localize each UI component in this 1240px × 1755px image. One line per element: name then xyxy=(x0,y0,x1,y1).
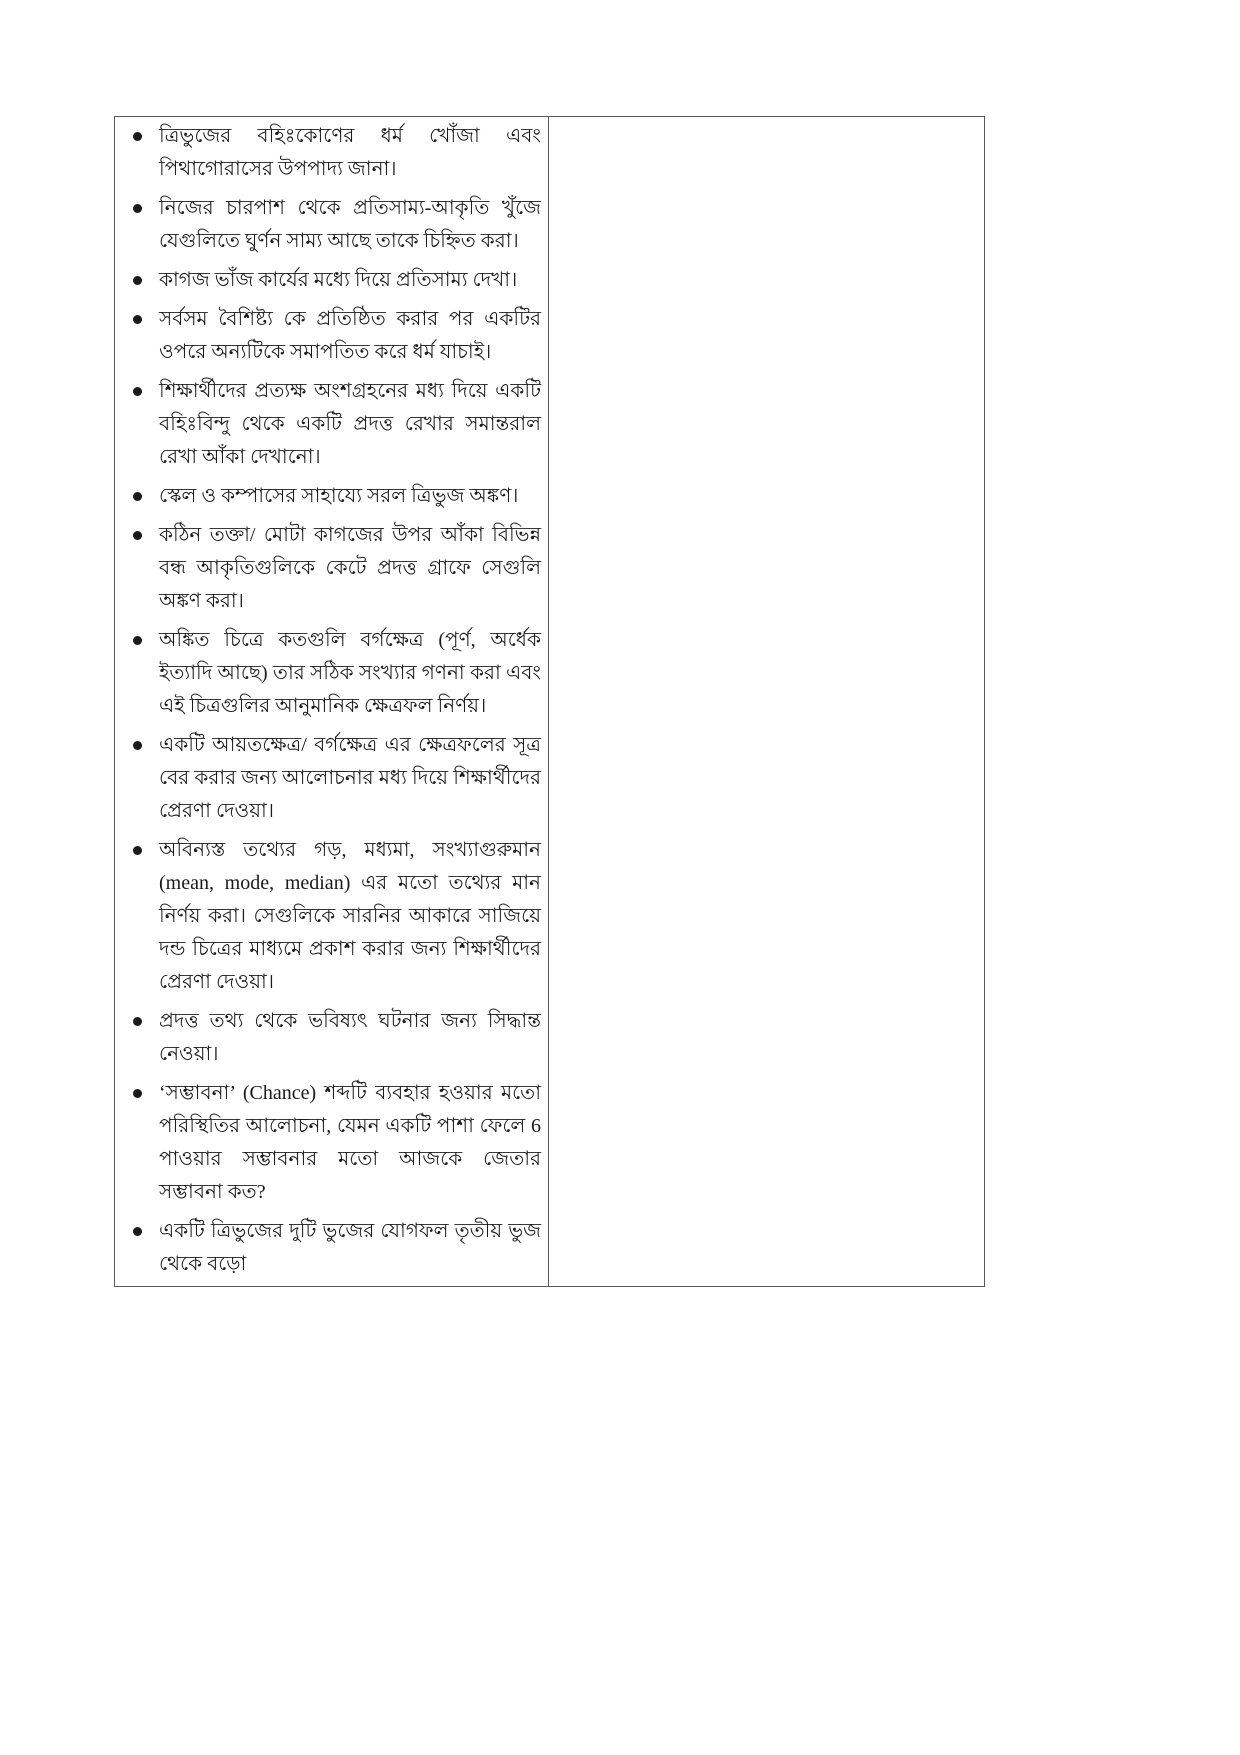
content-table xyxy=(114,116,985,1287)
bullet-icon xyxy=(133,1017,142,1026)
list-item xyxy=(129,1005,541,1071)
list-item xyxy=(129,1215,541,1281)
list-item xyxy=(129,729,541,828)
list-item-text: সর্বসম বৈশিষ্ট্য কে প্রতিষ্ঠিত করার পর একটির ওপরে অন্যটিকে সমাপতিত করে ধর্ম যাচাই। xyxy=(159,308,541,363)
list-item xyxy=(129,375,541,474)
bullet-icon xyxy=(133,276,142,285)
bullet-icon xyxy=(133,741,142,750)
list-item-text: একটি ত্রিভুজের দুটি ভুজের যোগফল তৃতীয় ভুজ থেকে বড়ো xyxy=(159,1220,541,1275)
list-item-text: নিজের চারপাশ থেকে প্রতিসাম্য-আকৃতি খুঁজে যেগুলিতে ঘুর্ণন সাম্য আছে তাকে চিহ্নিত করা। xyxy=(159,197,541,252)
list-item-text: স্কেল ও কম্পাসের সাহায্যে সরল ত্রিভুজ অঙ্কণ। xyxy=(159,485,519,507)
bullet-list xyxy=(129,120,541,1281)
list-item-text: কাগজ ভাঁজ কার্যের মধ্যে দিয়ে প্রতিসাম্য দেখা। xyxy=(159,269,518,291)
bullet-icon xyxy=(133,492,142,501)
bullet-icon xyxy=(133,1227,142,1236)
list-item-text: একটি আয়তক্ষেত্র/ বর্গক্ষেত্র এর ক্ষেত্রফলের সূত্র বের করার জন্য আলোচনার মধ্য দিয়ে শিক্ষার্থীদের প্রেরণা দেওয়া। xyxy=(159,734,541,822)
bullet-icon xyxy=(133,531,142,540)
list-item xyxy=(129,480,541,513)
bullet-icon xyxy=(133,204,142,213)
list-item xyxy=(129,120,541,186)
list-item-text: অবিন্যস্ত তথ্যের গড়, মধ্যমা, সংখ্যাগুরুমান (mean, mode, median) এর মতো তথ্যের মান নির্ণয় করা। সেগুলিকে সারনির আকারে সাজিয়ে দন্ড চিত্রের মাধ্যমে প্রকাশ করার জন্য শিক্ষার্থীদের প্রেরণা দেওয়া। xyxy=(159,839,541,993)
list-item xyxy=(129,1077,541,1209)
list-item-text: প্রদত্ত তথ্য থেকে ভবিষ্যৎ ঘটনার জন্য সিদ্ধান্ত নেওয়া। xyxy=(159,1010,541,1065)
list-item xyxy=(129,624,541,723)
list-item xyxy=(129,192,541,258)
list-item-text: শিক্ষার্থীদের প্রত্যক্ষ অংশগ্রহনের মধ্য দিয়ে একটি বহিঃবিন্দু থেকে একটি প্রদত্ত রেখার সমান্তরাল রেখা আঁকা দেখানো। xyxy=(159,380,541,468)
bullet-icon xyxy=(133,636,142,645)
bullet-icon xyxy=(133,1089,142,1098)
bullet-icon xyxy=(133,315,142,324)
right-column-cell xyxy=(549,117,984,1286)
list-item xyxy=(129,264,541,297)
left-column-cell xyxy=(115,117,549,1286)
list-item xyxy=(129,303,541,369)
bullet-icon xyxy=(133,132,142,141)
list-item-text: ‘সম্ভাবনা’ (Chance) শব্দটি ব্যবহার হওয়ার মতো পরিস্থিতির আলোচনা, যেমন একটি পাশা ফেলে 6 পাওয়ার সম্ভাবনার মতো আজকে জেতার সম্ভাবনা কত? xyxy=(159,1082,541,1203)
bullet-icon xyxy=(133,846,142,855)
bullet-icon xyxy=(133,387,142,396)
list-item-text: কঠিন তক্তা/ মোটা কাগজের উপর আঁকা বিভিন্ন বন্ধ আকৃতিগুলিকে কেটে প্রদত্ত গ্রাফে সেগুলি অঙ্কণ করা। xyxy=(159,524,541,612)
list-item xyxy=(129,834,541,999)
list-item-text: ত্রিভুজের বহিঃকোণের ধর্ম খোঁজা এবং পিথাগোরাসের উপপাদ্য জানা। xyxy=(159,125,541,180)
list-item-text: অঙ্কিত চিত্রে কতগুলি বর্গক্ষেত্র (পূর্ণ, অর্ধেক ইত্যাদি আছে) তার সঠিক সংখ্যার গণনা করা এবং এই চিত্রগুলির আনুমানিক ক্ষেত্রফল নির্ণয়। xyxy=(159,629,541,717)
list-item xyxy=(129,519,541,618)
